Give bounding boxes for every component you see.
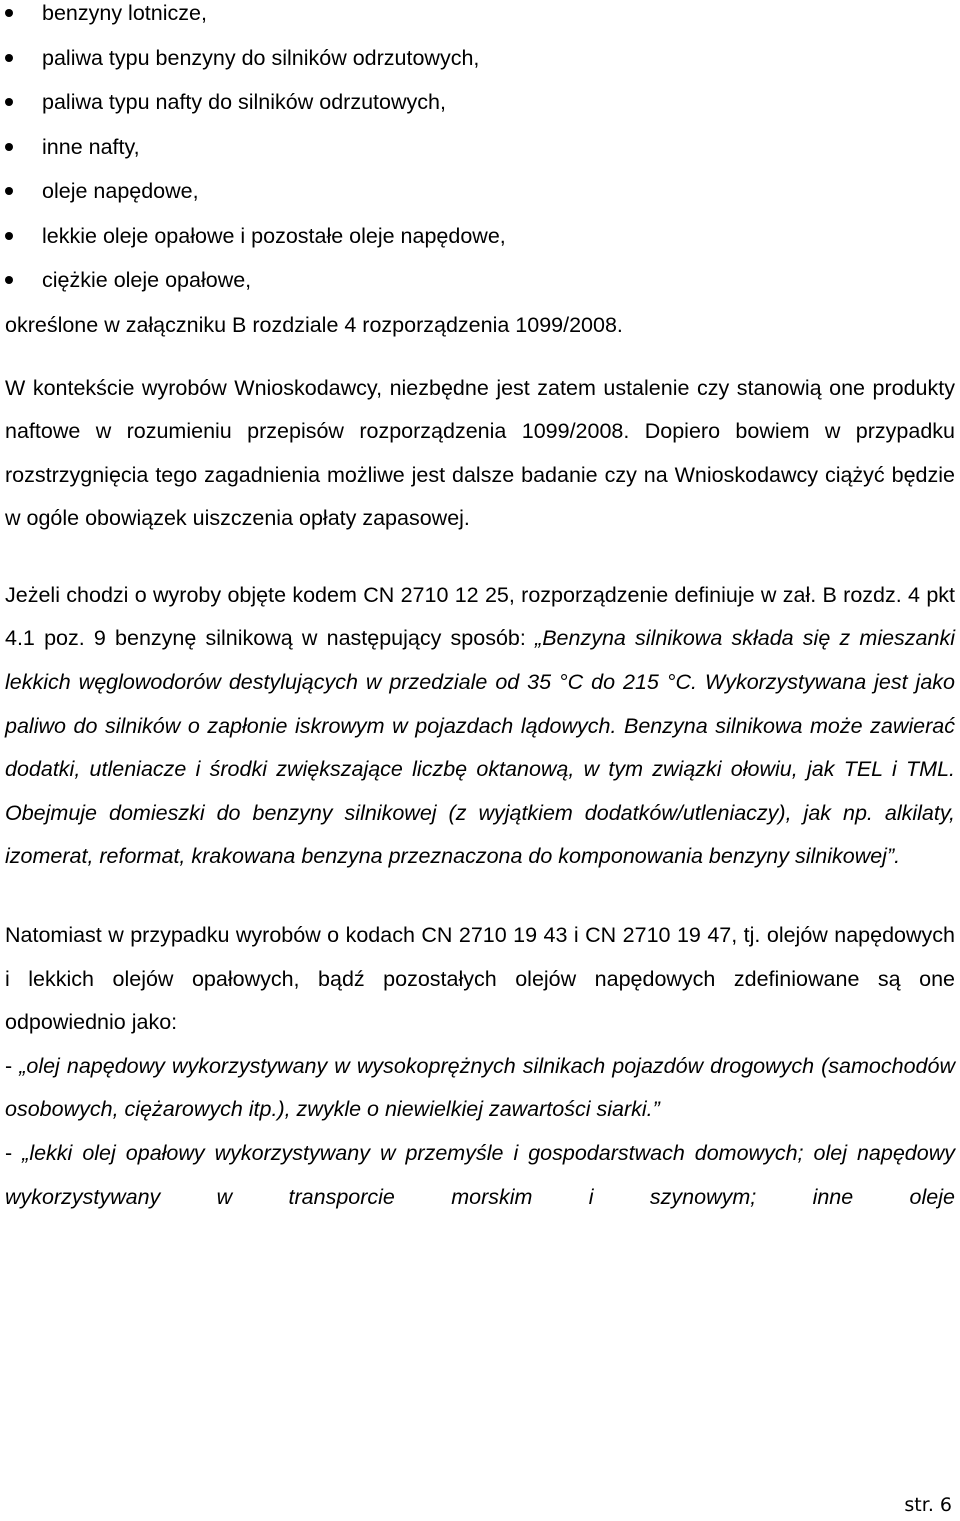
- list-item: benzyny lotnicze,: [5, 0, 955, 45]
- list-item: oleje napędowe,: [5, 178, 955, 223]
- list-closing-line: określone w załączniku B rozdziale 4 rozporządzenia 1099/2008.: [5, 312, 623, 337]
- document-page: [5, 0, 955, 1219]
- definition-quote: „lekki olej opałowy wykorzystywany w przemyśle i gospodarstwach domowych; olej napędowy wykorzystywany w transporcie morskim i szynowym; inne oleje: [5, 1141, 955, 1209]
- bullet-icon: [5, 187, 13, 195]
- page-number: str. 6: [904, 1494, 952, 1516]
- paragraph-context: W kontekście wyrobów Wnioskodawcy, niezbędne jest zatem ustalenie czy stanowią one produkty naftowe w rozumieniu przepisów rozporządzenia 1099/2008. Dopiero bowiem w przypadku rozstrzygnięcia tego zagadnienia możliwe jest dalsze badanie czy na Wnioskodawcy ciążyć będzie w ogóle obowiązek uiszczenia opłaty zapasowej.: [5, 375, 955, 531]
- bullet-icon: [5, 9, 13, 17]
- bullet-icon: [5, 143, 13, 151]
- list-item: paliwa typu nafty do silników odrzutowych,: [5, 89, 955, 134]
- paragraph-intro: Jeżeli chodzi o wyroby objęte kodem CN 2710 12 25, rozporządzenie definiuje w zał. B rozdz. 4 pkt 4.1 poz. 9 benzynę silnikową w następujący sposób:: [5, 582, 955, 651]
- fuel-types-list: [5, 0, 955, 312]
- bullet-icon: [5, 98, 13, 106]
- paragraph-intro: Natomiast w przypadku wyrobów o kodach CN 2710 19 43 i CN 2710 19 47, tj. olejów napędowych i lekkich olejów opałowych, bądź pozostałych olejów napędowych zdefiniowane są one odpowiednio jako:: [5, 923, 955, 1035]
- paragraph-gasoline-definition: [5, 574, 955, 879]
- paragraph-diesel-definition: [5, 914, 955, 1045]
- list-item: ciężkie oleje opałowe,: [5, 267, 955, 312]
- definition-heating-oil: - „lekki olej opałowy wykorzystywany w przemyśle i gospodarstwach domowych; olej napędowy wykorzystywany w transporcie morskim i szynowym; inne oleje: [5, 1141, 955, 1209]
- list-item: lekkie oleje opałowe i pozostałe oleje napędowe,: [5, 223, 955, 268]
- bullet-icon: [5, 54, 13, 62]
- bullet-icon: [5, 232, 13, 240]
- bullet-icon: [5, 276, 13, 284]
- definition-quote: „olej napędowy wykorzystywany w wysokoprężnych silnikach pojazdów drogowych (samochodów osobowych, ciężarowych itp.), zwykle o niewielkiej zawartości siarki.”: [5, 1053, 955, 1122]
- definition-diesel: - „olej napędowy wykorzystywany w wysokoprężnych silnikach pojazdów drogowych (samochodów osobowych, ciężarowych itp.), zwykle o niewielkiej zawartości siarki.”: [5, 1053, 955, 1122]
- definition-quote: „Benzyna silnikowa składa się z mieszanki lekkich węglowodorów destylujących w przedziale od 35 °C do 215 °C. Wykorzystywana jest jako paliwo do silników o zapłonie iskrowym w pojazdach lądowych. Benzyna silnikowa może zawierać dodatki, utleniacze i środki zwiększające liczbę oktanową, w tym związki ołowiu, jak TEL i TML. Obejmuje domieszki do benzyny silnikowej (z wyjątkiem dodatków/utleniaczy), jak np. alkilaty, izomerat, reformat, krakowana benzyna przeznaczona do komponowania benzyny silnikowej”.: [5, 626, 955, 869]
- list-item: inne nafty,: [5, 134, 955, 179]
- list-item: paliwa typu benzyny do silników odrzutowych,: [5, 45, 955, 90]
